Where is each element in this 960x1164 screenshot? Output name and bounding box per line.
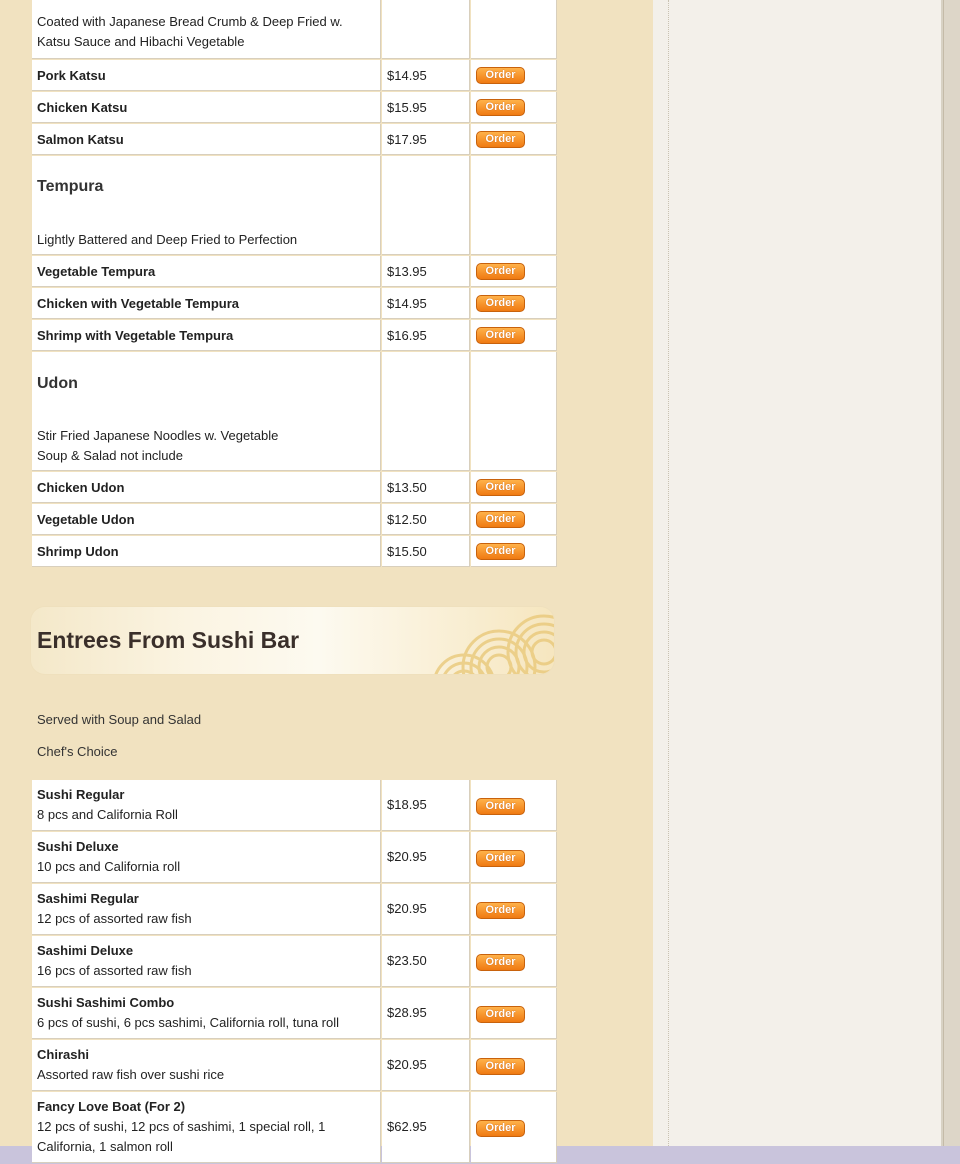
table-row <box>32 472 557 503</box>
order-button[interactable]: Order <box>476 327 525 344</box>
item-price: $13.50 <box>382 472 470 503</box>
category-header-row <box>32 0 557 59</box>
udon-header <box>32 352 381 471</box>
table-row <box>32 124 557 155</box>
item-name: Sushi Regular <box>37 787 125 802</box>
order-button[interactable]: Order <box>476 954 525 971</box>
item-price: $18.95 <box>382 780 470 831</box>
tempura-header <box>32 156 381 255</box>
table-row <box>32 988 557 1039</box>
item-price: $15.50 <box>382 536 470 567</box>
katsu-description-line: Coated with Japanese Bread Crumb & Deep Fried w. <box>37 14 343 29</box>
category-header-row <box>32 156 557 255</box>
item-name: Sashimi Deluxe <box>37 943 134 958</box>
item-description: 12 pcs of sushi, 12 pcs of sashimi, 1 special roll, 1 California, 1 salmon roll <box>37 1119 326 1154</box>
item-name: Pork Katsu <box>32 60 381 91</box>
order-button[interactable]: Order <box>476 479 525 496</box>
table-row <box>32 536 557 567</box>
sushi-bar-note: Served with Soup and Salad <box>37 712 202 727</box>
category-header-row <box>32 352 557 471</box>
category-description-line: Soup & Salad not include <box>37 448 183 463</box>
table-row <box>32 936 557 987</box>
item-description: 16 pcs of assorted raw fish <box>37 963 192 978</box>
item-name: Shrimp Udon <box>32 536 381 567</box>
table-row <box>32 256 557 287</box>
item-price: $14.95 <box>382 288 470 319</box>
table-row <box>32 288 557 319</box>
section-banner-sushi-bar <box>31 607 554 674</box>
item-price: $17.95 <box>382 124 470 155</box>
order-button[interactable]: Order <box>476 99 525 116</box>
category-title: Udon <box>37 375 78 392</box>
item-price: $20.95 <box>382 884 470 935</box>
table-row <box>32 504 557 535</box>
item-name: Sushi Sashimi Combo <box>37 995 175 1010</box>
item-description: 10 pcs and California roll <box>37 859 181 874</box>
sidebar-divider <box>668 0 669 1146</box>
order-button[interactable]: Order <box>476 131 525 148</box>
page-edge <box>943 0 960 1146</box>
item-price: $20.95 <box>382 1040 470 1091</box>
table-row <box>32 1092 557 1163</box>
item-name: Chicken Katsu <box>32 92 381 123</box>
item-price: $14.95 <box>382 60 470 91</box>
katsu-description-line: Katsu Sauce and Hibachi Vegetable <box>37 34 245 49</box>
section-title: Entrees From Sushi Bar <box>37 627 300 653</box>
order-button[interactable]: Order <box>476 295 525 312</box>
order-button[interactable]: Order <box>476 543 525 560</box>
item-price: $16.95 <box>382 320 470 351</box>
category-description-line: Stir Fried Japanese Noodles w. Vegetable <box>37 428 279 443</box>
order-button[interactable]: Order <box>476 798 525 815</box>
order-button[interactable]: Order <box>476 263 525 280</box>
table-row <box>32 60 557 91</box>
item-name: Salmon Katsu <box>32 124 381 155</box>
order-button[interactable]: Order <box>476 850 525 867</box>
table-row <box>32 320 557 351</box>
item-price: $15.95 <box>382 92 470 123</box>
item-name: Fancy Love Boat (For 2) <box>37 1099 186 1114</box>
item-price: $12.50 <box>382 504 470 535</box>
order-button[interactable]: Order <box>476 1058 525 1075</box>
item-name: Vegetable Udon <box>32 504 381 535</box>
item-name: Chicken with Vegetable Tempura <box>32 288 381 319</box>
menu-table-hot-entrees <box>31 0 558 568</box>
item-name: Shrimp with Vegetable Tempura <box>32 320 381 351</box>
order-button[interactable]: Order <box>476 511 525 528</box>
order-button[interactable]: Order <box>476 67 525 84</box>
item-description: Assorted raw fish over sushi rice <box>37 1067 225 1082</box>
item-price: $28.95 <box>382 988 470 1039</box>
item-description: 6 pcs of sushi, 6 pcs sashimi, California roll, tuna roll <box>37 1015 340 1030</box>
table-row <box>32 884 557 935</box>
item-name: Chicken Udon <box>32 472 381 503</box>
table-row <box>32 832 557 883</box>
menu-table-sushi-bar <box>31 779 558 1164</box>
katsu-description <box>32 0 381 59</box>
sushi-bar-note: Chef's Choice <box>37 744 118 759</box>
table-row <box>32 92 557 123</box>
category-title: Tempura <box>37 178 104 195</box>
sidebar <box>653 0 943 1146</box>
item-price: $23.50 <box>382 936 470 987</box>
wave-pattern-icon <box>404 607 554 674</box>
item-price: $62.95 <box>382 1092 470 1163</box>
order-button[interactable]: Order <box>476 902 525 919</box>
order-button[interactable]: Order <box>476 1120 525 1137</box>
item-name: Sashimi Regular <box>37 891 139 906</box>
item-price: $20.95 <box>382 832 470 883</box>
category-description: Lightly Battered and Deep Fried to Perfection <box>37 232 298 247</box>
item-price: $13.95 <box>382 256 470 287</box>
item-description: 8 pcs and California Roll <box>37 807 178 822</box>
table-row <box>32 1040 557 1091</box>
item-name: Sushi Deluxe <box>37 839 119 854</box>
item-description: 12 pcs of assorted raw fish <box>37 911 192 926</box>
item-name: Vegetable Tempura <box>32 256 381 287</box>
order-button[interactable]: Order <box>476 1006 525 1023</box>
table-row <box>32 780 557 831</box>
item-name: Chirashi <box>37 1047 90 1062</box>
